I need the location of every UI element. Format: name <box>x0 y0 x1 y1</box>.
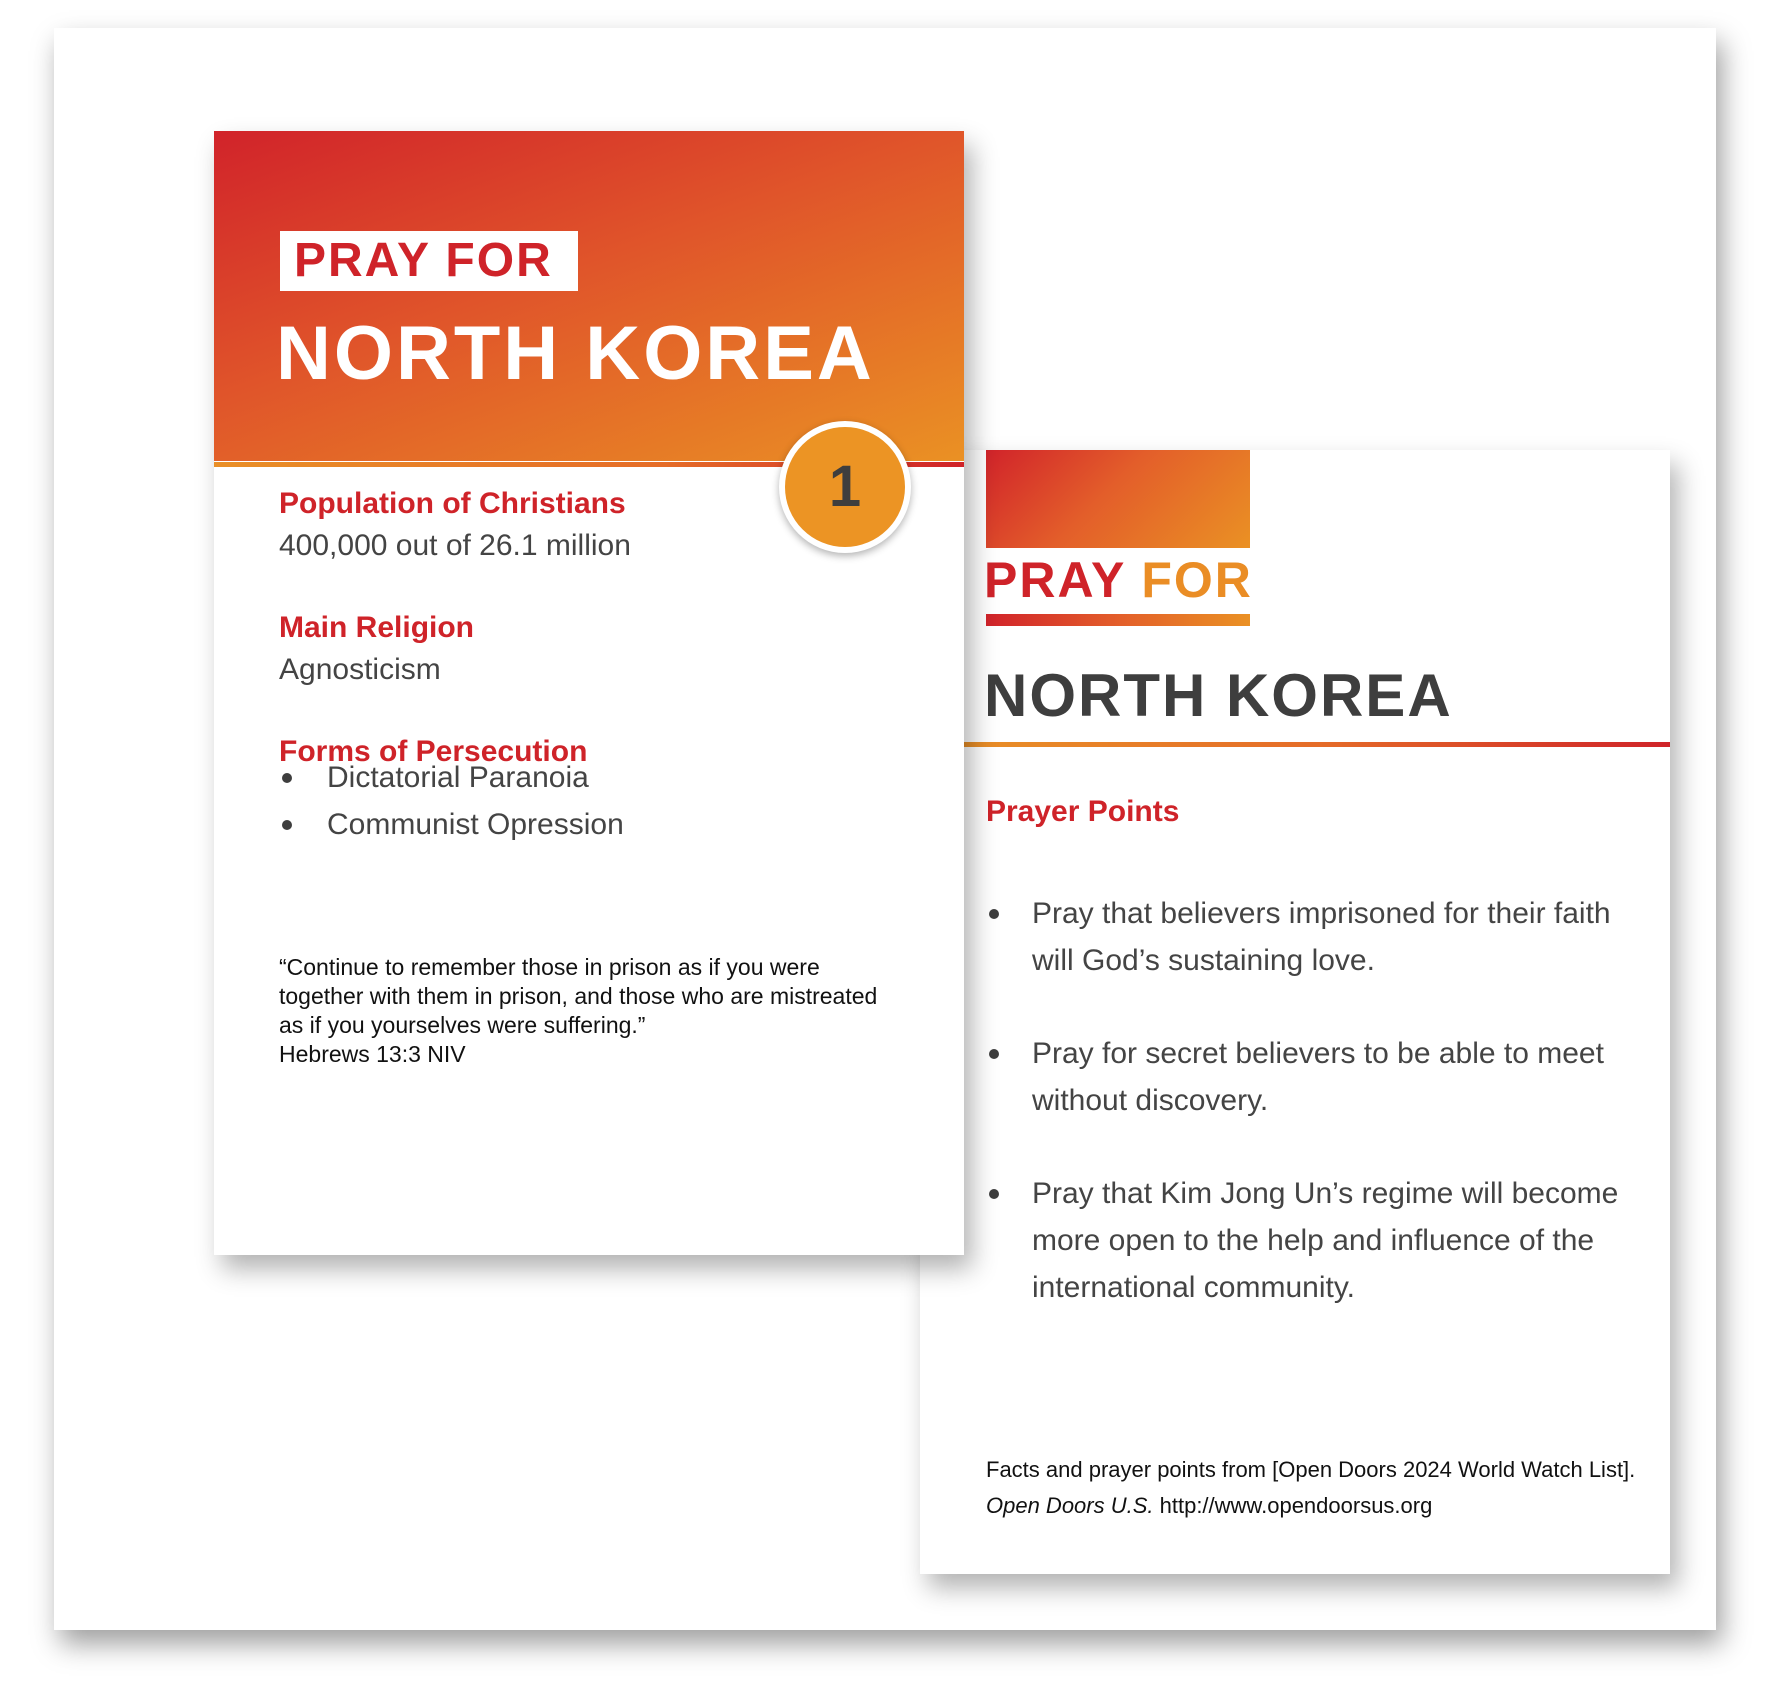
color-block <box>986 450 1250 548</box>
bullet-icon <box>989 909 999 919</box>
for-word: FOR <box>1141 552 1253 608</box>
back-card <box>920 450 1670 1574</box>
prayer-point: Pray that Kim Jong Un’s regime will become more open to the help and influence of the international community. <box>1032 1177 1619 1304</box>
persecution-heading: Forms of Persecution <box>279 735 588 768</box>
bullet-icon <box>282 773 292 783</box>
pray-word: PRAY <box>984 552 1142 608</box>
front-card <box>214 131 964 1255</box>
header-divider <box>963 742 1670 747</box>
tag-underline <box>986 614 1250 626</box>
persecution-item: Dictatorial Paranoia <box>327 761 589 794</box>
rank-badge <box>779 421 911 553</box>
bible-quote: “Continue to remember those in prison as if you were together with them in prison, and those who are mistreated as if you yourselves were suffering.” <box>279 954 878 1038</box>
source-text: Facts and prayer points from [Open Doors 2024 World Watch List]. <box>986 1457 1636 1482</box>
list-item <box>986 890 1626 984</box>
prayer-point: Pray for secret believers to be able to meet without discovery. <box>1032 1037 1604 1117</box>
country-title: NORTH KOREA <box>276 311 875 396</box>
population-heading: Population of Christians <box>279 487 626 520</box>
pray-for-label: PRAY FOR <box>294 234 553 287</box>
list-item <box>279 801 624 848</box>
persecution-item: Communist Opression <box>327 808 624 841</box>
list-item <box>986 1170 1626 1311</box>
country-title: NORTH KOREA <box>984 662 1453 729</box>
prayer-point: Pray that believers imprisoned for their faith will God’s sustaining love. <box>1032 897 1611 977</box>
bullet-icon <box>989 1049 999 1059</box>
pray-for-label <box>984 550 1253 610</box>
population-value: 400,000 out of 26.1 million <box>279 529 631 562</box>
persecution-list <box>279 754 624 848</box>
page-sheet <box>54 28 1716 1630</box>
source-citation <box>986 1452 1646 1524</box>
quote-reference: Hebrews 13:3 NIV <box>279 1041 466 1067</box>
source-publisher: Open Doors U.S. <box>986 1493 1154 1518</box>
prayer-points-heading: Prayer Points <box>986 795 1180 828</box>
rank-number: 1 <box>785 427 905 547</box>
list-item <box>986 1030 1626 1124</box>
religion-heading: Main Religion <box>279 611 474 644</box>
bullet-icon <box>989 1189 999 1199</box>
list-item <box>279 754 624 801</box>
religion-value: Agnosticism <box>279 653 441 686</box>
bullet-icon <box>282 820 292 830</box>
source-url: http://www.opendoorsus.org <box>1153 1493 1433 1518</box>
prayer-points-list <box>986 890 1626 1357</box>
front-card-header <box>214 131 964 461</box>
pray-for-tag <box>280 231 578 291</box>
